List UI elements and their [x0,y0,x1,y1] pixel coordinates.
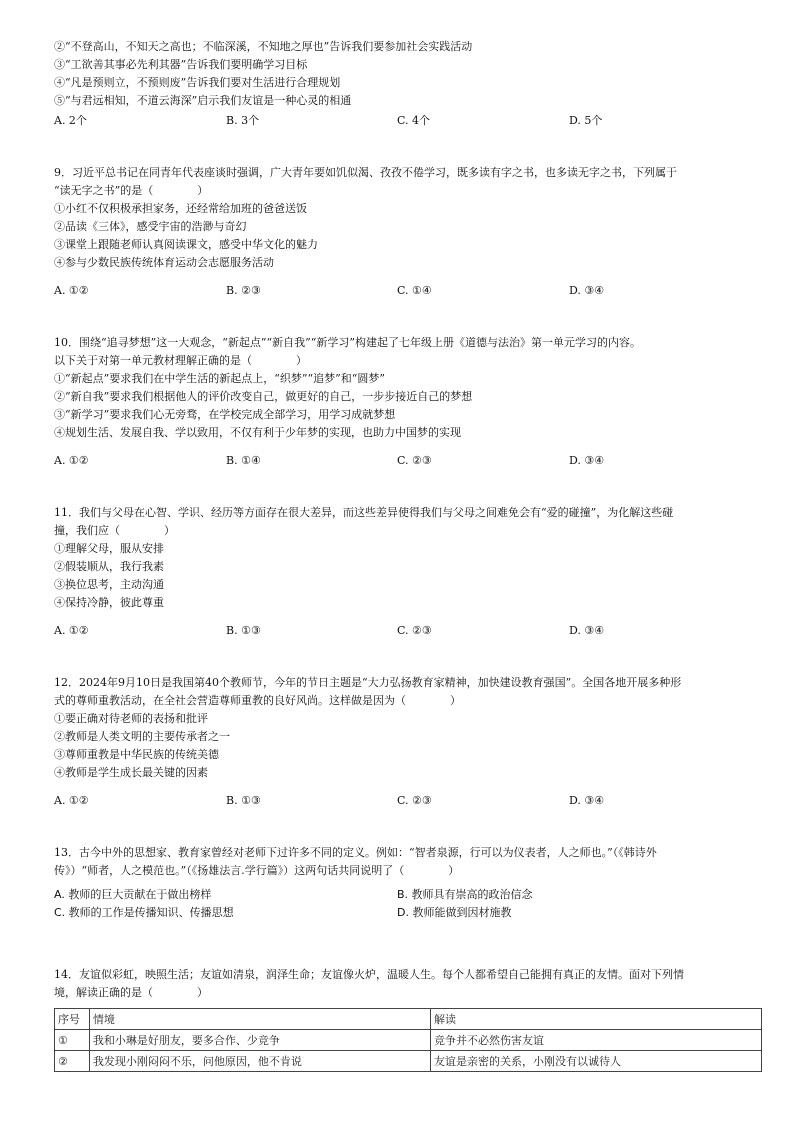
q11-stem-line-1: 11．我们与父母在心智、学识、经历等方面存在很大差异，而这些差异使得我们与父母之间难免会有“爱的碰撞”，为化解这些碰 [54,506,674,519]
q9-option-c[interactable]: C. ①④ [397,284,432,297]
q9-option-a[interactable]: A. ①② [54,284,89,297]
q9-stem-line-1: 9．习近平总书记在同青年代表座谈时强调，广大青年要如饥似渴、孜孜不倦学习，既多读有字之书，也多读无字之书，下列属于 [54,166,677,179]
q8-option-c[interactable]: C. 4个 [397,114,431,127]
q13-option-d[interactable]: D. 教师能做到因材施教 [397,906,512,919]
table-cell-situation: 我和小琳是好朋友，要多合作、少竞争 [89,1030,430,1051]
q11-item-2: ②假装顺从，我行我素 [54,560,164,573]
q8-item-3: ③“工欲善其事必先利其器”告诉我们要明确学习目标 [54,58,308,71]
q12-stem-line-1: 12．2024年9月10日是我国第40个教师节，今年的节日主题是“大力弘扬教育家精神，加快建设教育强国”。全国各地开展多种形 [54,676,682,689]
q11-option-a[interactable]: A. ①② [54,624,89,637]
q8-options [54,112,754,130]
q13-options-row-2 [54,904,754,922]
q13-option-a[interactable]: A. 教师的巨大贡献在于做出榜样 [54,888,212,901]
q10-options [54,452,754,470]
q9-item-4: ④参与少数民族传统体育运动会志愿服务活动 [54,256,274,269]
q9-options [54,282,754,300]
q9-option-d[interactable]: D. ③④ [569,284,605,297]
table-header-interpretation: 解读 [431,1009,762,1030]
question-11 [54,504,754,640]
q9-item-2: ②品读《三体》，感受宇宙的浩渺与奇幻 [54,220,247,233]
table-cell-interpretation: 竞争并不必然伤害友谊 [431,1030,762,1051]
table-cell-index: ② [55,1051,90,1072]
q10-option-b[interactable]: B. ①④ [226,454,261,467]
table-cell-index: ① [55,1030,90,1051]
q12-option-b[interactable]: B. ①③ [226,794,261,807]
question-9 [54,164,754,300]
q8-option-b[interactable]: B. 3个 [226,114,260,127]
q11-option-d[interactable]: D. ③④ [569,624,605,637]
q9-item-3: ③课堂上跟随老师认真阅读课文，感受中华文化的魅力 [54,238,318,251]
q8-item-2: ②“不登高山，不知天之高也；不临深溪，不知地之厚也”告诉我们要参加社会实践活动 [54,40,473,53]
q12-item-1: ①要正确对待老师的表扬和批评 [54,712,208,725]
q8-item-5: ⑤“与君远相知，不道云海深”启示我们友谊是一种心灵的相通 [54,94,352,107]
q12-option-a[interactable]: A. ①② [54,794,89,807]
q8-item-4: ④“凡是预则立，不预则废”告诉我们要对生活进行合理规划 [54,76,341,89]
table-row [55,1051,762,1072]
q13-options-row-1 [54,886,754,904]
q9-stem-line-2: “读无字之书”的是（ ） [54,184,209,197]
q11-options [54,622,754,640]
q14-stem-line-1: 14．友谊似彩虹，映照生活；友谊如清泉，润泽生命；友谊像火炉，温暖人生。每个人都希望自己能拥有真正的友情。面对下列情 [54,968,684,981]
q11-stem-line-2: 撞，我们应（ ） [54,524,175,537]
q8-items [54,38,472,110]
q8-option-a[interactable]: A. 2个 [54,114,87,127]
q10-option-a[interactable]: A. ①② [54,454,89,467]
q14-table [54,1008,762,1072]
q13-option-b[interactable]: B. 教师具有崇高的政治信念 [397,888,533,901]
question-13 [54,844,754,922]
q11-item-1: ①理解父母，服从安排 [54,542,164,555]
q10-stem-line-1: 10．围绕“追寻梦想”这一大观念，“新起点”“新自我”“新学习”构建起了七年级上册《道德与法治》第一单元学习的内容。 [54,336,641,349]
q12-item-2: ②教师是人类文明的主要传承者之一 [54,730,230,743]
question-10 [54,334,754,470]
question-14 [54,966,762,1072]
q10-option-d[interactable]: D. ③④ [569,454,605,467]
q11-option-c[interactable]: C. ②③ [397,624,432,637]
table-row [55,1030,762,1051]
question-12 [54,674,754,810]
q10-item-1: ①“新起点”要求我们在中学生活的新起点上，“织梦”“追梦”和“圆梦” [54,372,385,385]
q13-stem-line-2: 传》）“师者，人之模范也。”（《扬雄法言.学行篇》）这两句话共同说明了（ ） [54,864,460,877]
q10-option-c[interactable]: C. ②③ [397,454,432,467]
q8-option-d[interactable]: D. 5个 [569,114,603,127]
q13-option-c[interactable]: C. 教师的工作是传播知识、传播思想 [54,906,234,919]
q10-item-4: ④规划生活、发展自我、学以致用，不仅有利于少年梦的实现，也助力中国梦的实现 [54,426,461,439]
q12-stem-line-2: 式的尊师重教活动，在全社会营造尊师重教的良好风尚。这样做是因为（ ） [54,694,461,707]
q10-stem-line-2: 以下关于对第一单元教材理解正确的是（ ） [54,354,307,367]
q11-option-b[interactable]: B. ①③ [226,624,261,637]
q12-item-3: ③尊师重教是中华民族的传统美德 [54,748,219,761]
q11-item-3: ③换位思考，主动沟通 [54,578,164,591]
table-header-index: 序号 [55,1009,90,1030]
table-header-row [55,1009,762,1030]
q12-option-c[interactable]: C. ②③ [397,794,432,807]
table-header-situation: 情境 [89,1009,430,1030]
q11-item-4: ④保持冷静，彼此尊重 [54,596,164,609]
q13-stem-line-1: 13．古今中外的思想家、教育家曾经对老师下过许多不同的定义。例如：“智者泉源，行可以为仪表者，人之师也。”（《韩诗外 [54,846,657,859]
q10-item-2: ②“新自我”要求我们根据他人的评价改变自己，做更好的自己，一步步接近自己的梦想 [54,390,473,403]
q10-item-3: ③“新学习”要求我们心无旁骛，在学校完成全部学习，用学习成就梦想 [54,408,396,421]
q14-stem-line-2: 境，解读正确的是（ ） [54,986,208,999]
q12-options [54,792,754,810]
q9-option-b[interactable]: B. ②③ [226,284,261,297]
table-cell-situation: 我发现小刚闷闷不乐，问他原因，他不肯说 [89,1051,430,1072]
table-cell-interpretation: 友谊是亲密的关系，小刚没有以诚待人 [431,1051,762,1072]
q12-item-4: ④教师是学生成长最关键的因素 [54,766,208,779]
q12-option-d[interactable]: D. ③④ [569,794,605,807]
q9-item-1: ①小红不仅积极承担家务，还经常给加班的爸爸送饭 [54,202,307,215]
